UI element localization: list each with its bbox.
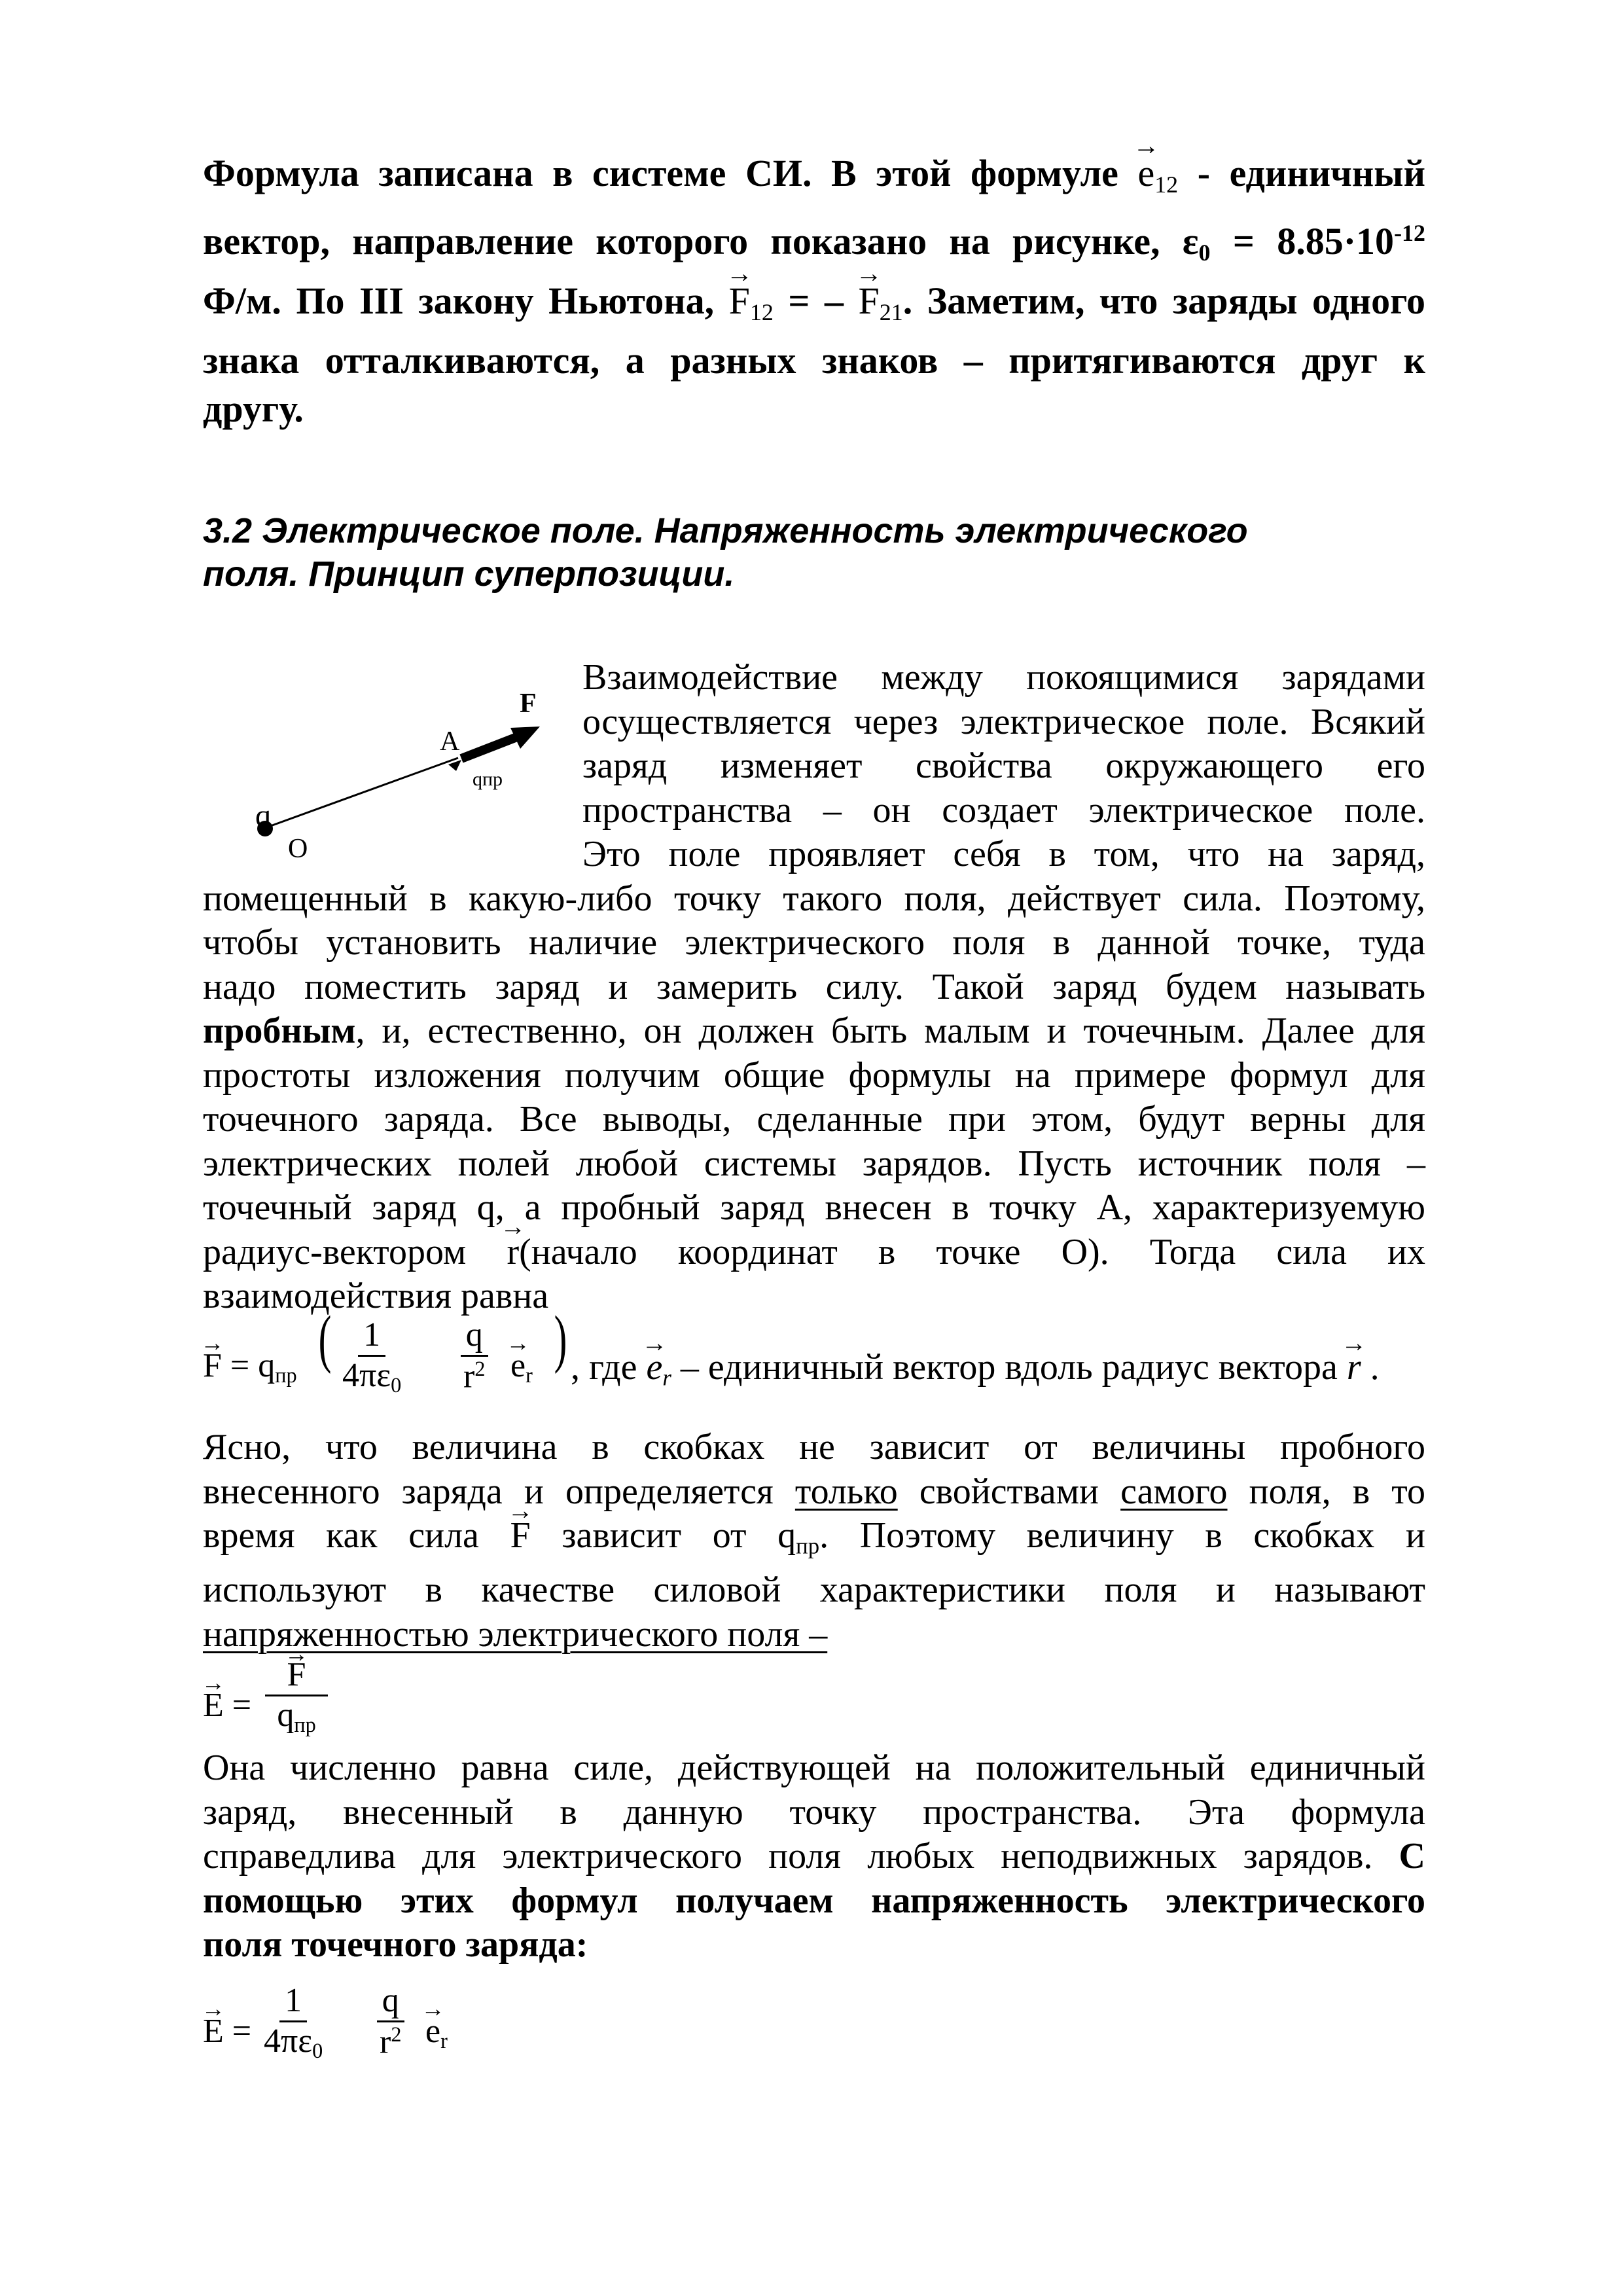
force-f-label: F: [520, 689, 537, 719]
text-line: точечного заряда. Все выводы, сделанные при этом, будут верны для: [203, 1099, 1425, 1139]
text-line: взаимодействия равна: [203, 1276, 549, 1316]
text-line: Ясно, что величина в скобках не зависит от величины пробного: [203, 1427, 1425, 1467]
point-a-label: A: [440, 726, 460, 757]
text-line: надо поместить заряд и замерить силу. Такой заряд будем называть: [203, 966, 1425, 1007]
text-line: Формула записана в системе СИ. В этой формуле → $e_{12}$ - единичный: [203, 149, 1425, 209]
text-line: Она численно равна силе, действующей на положительный единичный: [203, 1748, 1425, 1788]
text-line: пространства – он создает электрическое поле.: [582, 789, 1425, 831]
text-line: электрических полей любой системы зарядов. Пусть источник поля –: [203, 1143, 1425, 1184]
text-line: точечный заряд q, а пробный заряд внесен в точку А, характеризуемую: [203, 1187, 1425, 1228]
text-line: помещенный в какую-либо точку такого поля, действует сила. Поэтому,: [203, 878, 1425, 919]
text-line: поля точечного заряда:: [203, 1924, 588, 1965]
text-line: простоты изложения получим общие формулы на примере формул для: [203, 1054, 1425, 1096]
text-line: знака отталкиваются, а разных знаков – притягиваются друг к: [203, 338, 1425, 382]
field-strength-definition-formula: → E = → F $q_{пр}$: [203, 1651, 465, 1749]
text-line: другу.: [203, 387, 304, 430]
text-line: пробным, и, естественно, он должен быть малым и точечным. Далее для: [203, 1011, 1425, 1051]
text-line: вектор, направление которого показано на рисунке, $\varepsilon_0 = 8.85\cdot 10^{-12}$: [203, 219, 1425, 266]
text-line: осуществляется через электрическое поле. Всякий: [582, 701, 1425, 742]
text-line: Это поле проявляет себя в том, что на заряд,: [582, 834, 1425, 874]
point-charge-paragraph: [203, 1746, 1425, 1967]
charge-q-label: q: [255, 798, 271, 833]
text-line: радиус-вектором → r(начало координат в точке О). Тогда сила их: [203, 1230, 1425, 1275]
text-line: время как сила → F зависит от $q_{пр}$. Поэтому величину в скобках и: [203, 1514, 1425, 1568]
text-line: Взаимодействие между покоящимися зарядами: [582, 657, 1425, 698]
text-line: используют в качестве силовой характеристики поля и называют: [203, 1570, 1425, 1611]
text-line: заряд, внесенный в данную точку пространства. Эта формула: [203, 1791, 1425, 1833]
text-line: заряд изменяет свойства окружающего его: [582, 745, 1425, 786]
field-strength-paragraph: [203, 1426, 1425, 1657]
test-charge-term: пробным: [203, 1011, 356, 1051]
text-line: чтобы установить наличие электрического поля в данной точке, туда: [203, 922, 1425, 963]
text-line: Ф/м. По III закону Ньютона, → $F_{12}$ = – → $F_{21}$. Заметим, что заряды одного: [203, 277, 1425, 336]
field-intro-paragraph: [203, 656, 1425, 1319]
coulomb-force-formula: → $F = q_{пр}$ ( $\frac{1}{4\pi\varepsilon_0}$ $\frac{q}{r^2}$ → $e_r$ ) , где → $e_r$ – единичный вектор вдоль радиус вектора → r .: [203, 1312, 1425, 1410]
point-charge-field-formula: → E = $\frac{1}{4\pi\varepsilon_0}$ $\frac{q}{r^2}$ → $e_r$: [203, 1977, 465, 2075]
test-charge-label: qпр: [473, 768, 503, 790]
text-line: внесенного заряда и определяется только свойствами самого поля, в то: [203, 1471, 1425, 1512]
text-line: справедлива для электрического поля любых неподвижных зарядов. С: [203, 1836, 1425, 1876]
text-line: помощью этих формул получаем напряженность электрического: [203, 1880, 1425, 1921]
origin-o-label: O: [288, 834, 308, 864]
intro-paragraph: [203, 149, 1425, 433]
text-line: напряженностью электрического поля –: [203, 1613, 828, 1655]
section-heading: 3.2 Электрическое поле. Напряженность электрического поля. Принцип суперпозиции.: [203, 511, 1248, 594]
